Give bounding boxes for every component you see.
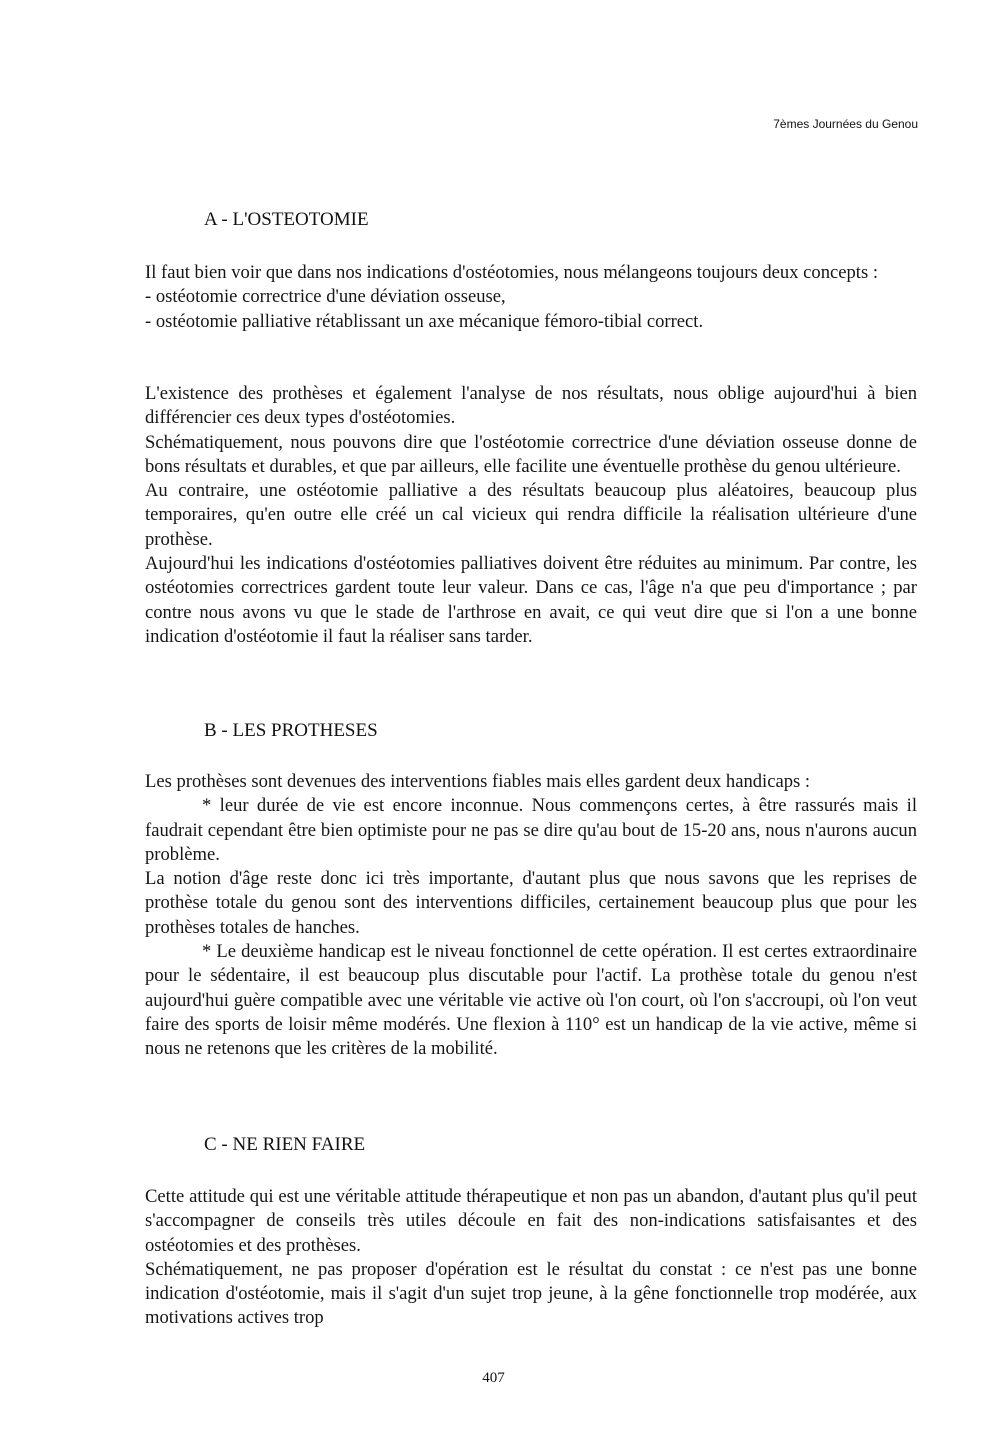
paragraph: La notion d'âge reste donc ici très importante, d'autant plus que nous savons que les reprises de prothèse totale du genou sont des interventions difficiles, certainement beaucoup plus que pour les prothèses totales de hanches. <box>145 868 917 938</box>
page-number: 407 <box>482 1370 505 1386</box>
paragraph: Au contraire, une ostéotomie palliative a des résultats beaucoup plus aléatoires, beaucoup plus temporaires, qu'en outre elle créé un cal vicieux qui rendra difficile la réalisation ultérieure d'une prothèse. <box>145 480 917 550</box>
list-item: - ostéotomie palliative rétablissant un axe mécanique fémoro-tibial correct. <box>145 310 704 332</box>
section-title-protheses: B - LES PROTHESES <box>204 720 378 741</box>
section-b-body <box>145 770 917 1062</box>
paragraph: Cette attitude qui est une véritable attitude thérapeutique et non pas un abandon, d'autant plus qu'il peut s'accompagner de conseils très utiles découle en fait des non-indications satisfaisantes et des ostéotomies et des prothèses. <box>145 1186 917 1256</box>
paragraph: * Le deuxième handicap est le niveau fonctionnel de cette opération. Il est certes extraordinaire pour le sédentaire, il est beaucoup plus discutable pour l'actif. La prothèse totale du genou n'est aujourd'hui guère compatible avec une véritable vie active où l'on court, où l'on s'accroupi, où l'on veut faire des sports de loisir même modérés. Une flexion à 110° est un handicap de la vie active, même si nous ne retenons que les critères de la mobilité. <box>145 941 917 1060</box>
paragraph: Aujourd'hui les indications d'ostéotomies palliatives doivent être réduites au minimum. Par contre, les ostéotomies correctrices gardent toute leur valeur. Dans ce cas, l'âge n'a que peu d'importance ; par contre nous avons vu que le stade de l'arthrose en avait, ce qui veut dire que si l'on a une bonne indication d'ostéotomie il faut la réaliser sans tarder. <box>145 553 917 647</box>
section-a-body <box>145 382 917 649</box>
paragraph: Il faut bien voir que dans nos indications d'ostéotomies, nous mélangeons toujours deux concepts : <box>145 262 879 283</box>
paragraph: Schématiquement, ne pas proposer d'opération est le résultat du constat : ce n'est pas une bonne indication d'ostéotomie, mais il s'agit d'un sujet trop jeune, à la gêne fonctionnelle trop modérée, aux motivations actives trop <box>145 1258 917 1329</box>
section-a-intro <box>145 261 917 334</box>
running-header: 7èmes Journées du Genou <box>773 117 918 131</box>
section-title-ne-rien-faire: C - NE RIEN FAIRE <box>204 1134 366 1155</box>
section-c-body <box>145 1185 917 1331</box>
section-title-osteotomie: A - L'OSTEOTOMIE <box>204 209 369 230</box>
paragraph: Schématiquement, nous pouvons dire que l'ostéotomie correctrice d'une déviation osseuse donne de bons résultats et durables, et que par ailleurs, elle facilite une éventuelle prothèse du genou ultérieure. <box>145 431 917 477</box>
list-item: - ostéotomie correctrice d'une déviation osseuse, <box>145 286 506 308</box>
paragraph: Les prothèses sont devenues des interventions fiables mais elles gardent deux handicaps : <box>145 771 811 792</box>
paragraph: L'existence des prothèses et également l'analyse de nos résultats, nous oblige aujourd'hui à bien différencier ces deux types d'ostéotomies. <box>145 383 917 429</box>
paragraph: * leur durée de vie est encore inconnue. Nous commençons certes, à être rassurés mais il faudrait cependant être bien optimiste pour ne pas se dire qu'au bout de 15-20 ans, nous n'aurons aucun problème. <box>145 795 917 865</box>
